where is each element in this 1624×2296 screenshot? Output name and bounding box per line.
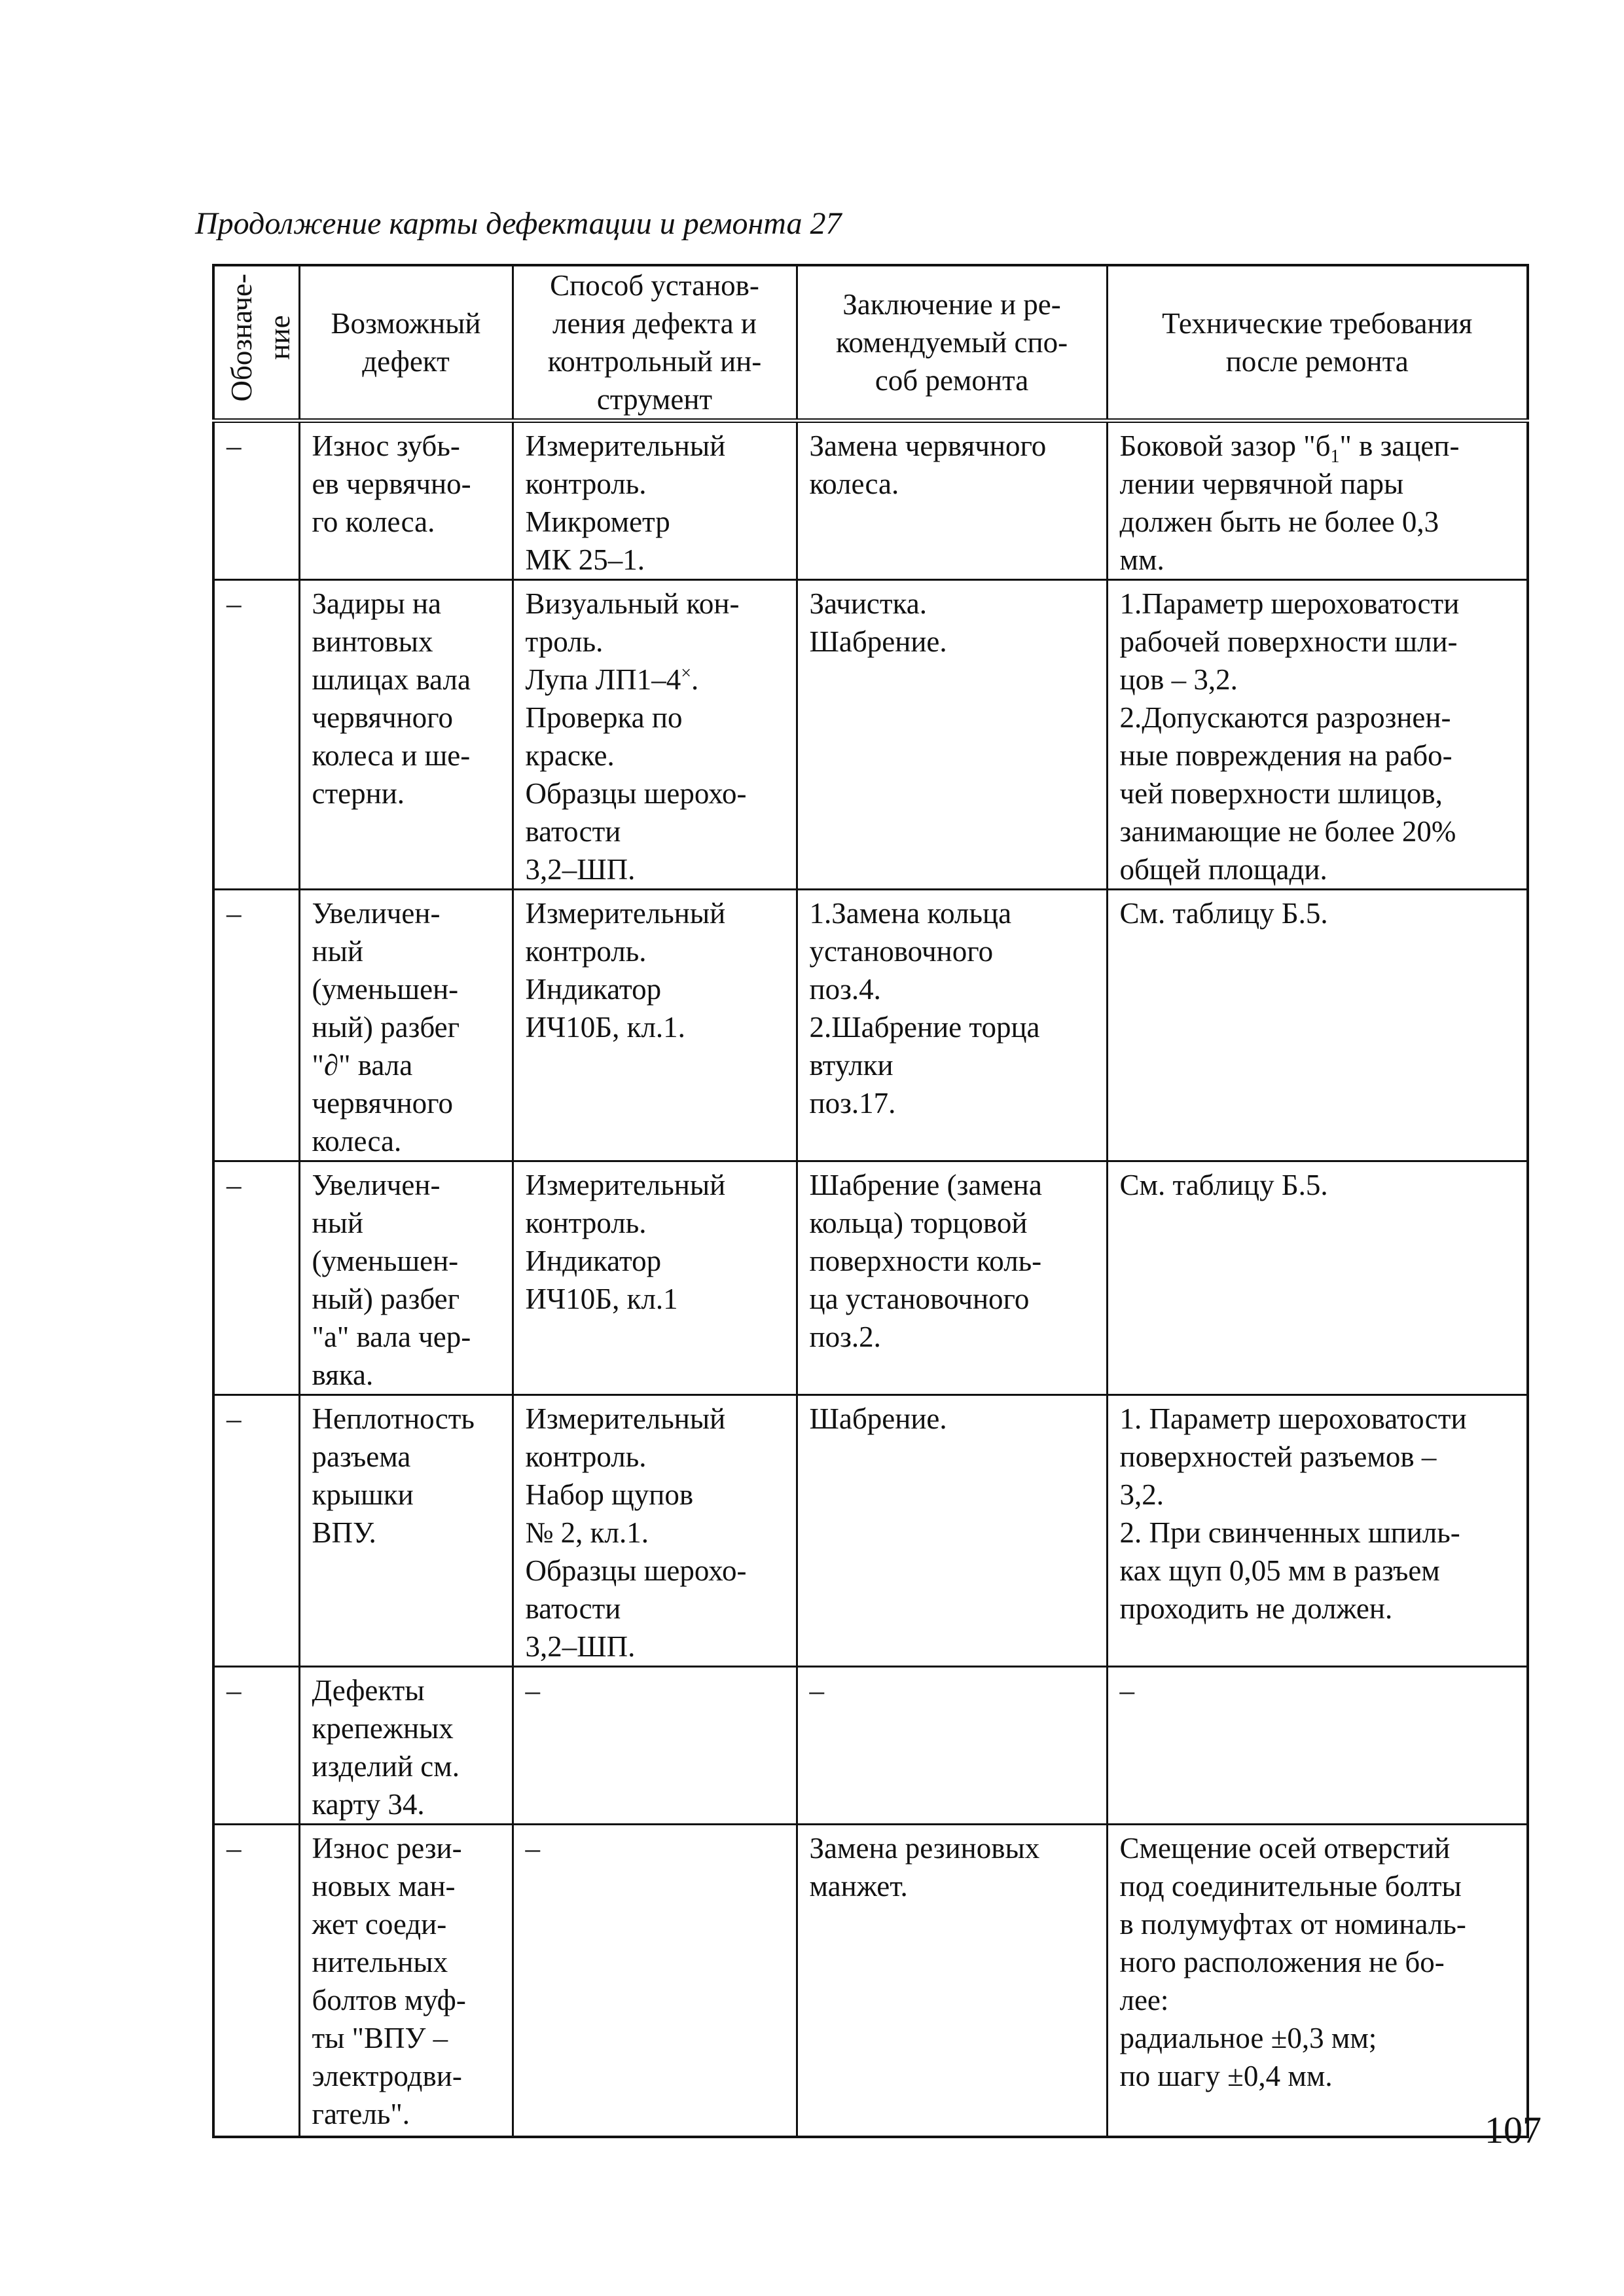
cell-designation: – [213, 1395, 299, 1667]
table-row [213, 1667, 1528, 1825]
table-header-row [213, 265, 1528, 421]
table-row [213, 421, 1528, 580]
table-row [213, 1161, 1528, 1395]
cell-repair: 1.Замена кольца установочного поз.4. 2.Шабрение торца втулки поз.17. [797, 890, 1107, 1161]
cell-defect: Увеличен- ный (уменьшен- ный) разбег "∂" вала червячного колеса. [299, 890, 513, 1161]
table-row [213, 1825, 1528, 2137]
cell-defect: Дефекты крепежных изделий см. карту 34. [299, 1667, 513, 1825]
header-requirements: Технические требования после ремонта [1107, 265, 1528, 421]
cell-defect: Увеличен- ный (уменьшен- ный) разбег "а" вала чер- вяка. [299, 1161, 513, 1395]
cell-repair: Замена резиновых манжет. [797, 1825, 1107, 2137]
cell-method: – [513, 1667, 797, 1825]
cell-requirements: – [1107, 1667, 1528, 1825]
cell-defect: Износ рези- новых ман- жет соеди- нительных болтов муф- ты "ВПУ – электродви- гатель". [299, 1825, 513, 2137]
cell-repair: Зачистка. Шабрение. [797, 580, 1107, 890]
cell-requirements: Смещение осей отверстий под соединительные болты в полумуфтах от номиналь- ного расположения не бо- лее: радиальное ±0,3 мм; по шагу ±0,4 мм. [1107, 1825, 1528, 2137]
table-caption: Продолжение карты дефектации и ремонта 27 [195, 206, 842, 241]
table-row [213, 890, 1528, 1161]
cell-method: Измерительный контроль. Набор щупов № 2, кл.1. Образцы шерохо- ватости 3,2–ШП. [513, 1395, 797, 1667]
cell-method: – [513, 1825, 797, 2137]
table-row [213, 580, 1528, 890]
page-number: 107 [1485, 2109, 1542, 2151]
cell-requirements: См. таблицу Б.5. [1107, 890, 1528, 1161]
cell-requirements: Боковой зазор "$б_1$" в зацеп- лении червячной пары должен быть не более 0,3 мм. [1107, 421, 1528, 580]
cell-requirements: 1. Параметр шероховатости поверхностей разъемов – 3,2. 2. При свинченных шпиль- ках щуп 0,05 мм в разъем проходить не должен. [1107, 1395, 1528, 1667]
cell-designation: – [213, 1161, 299, 1395]
defect-repair-table [212, 264, 1529, 2138]
cell-requirements: См. таблицу Б.5. [1107, 1161, 1528, 1395]
header-repair: Заключение и ре- комендуемый спо- соб ремонта [797, 265, 1107, 421]
cell-defect: Задиры на винтовых шлицах вала червячного колеса и ше- стерни. [299, 580, 513, 890]
cell-designation: – [213, 1825, 299, 2137]
cell-requirements: 1.Параметр шероховатости рабочей поверхности шли- цов – 3,2. 2.Допускаются разрознен- ные повреждения на рабо- чей поверхности шлицов, занимающие не более 20% общей площади. [1107, 580, 1528, 890]
cell-designation: – [213, 421, 299, 580]
table-row [213, 1395, 1528, 1667]
header-defect: Возможный дефект [299, 265, 513, 421]
cell-repair: Шабрение (замена кольца) торцовой поверхности коль- ца установочного поз.2. [797, 1161, 1107, 1395]
header-method: Способ установ- ления дефекта и контрольный ин- струмент [513, 265, 797, 421]
header-designation: Обозначе- ние [213, 265, 299, 421]
cell-defect: Неплотность разъема крышки ВПУ. [299, 1395, 513, 1667]
cell-designation: – [213, 1667, 299, 1825]
cell-method: Измерительный контроль. Индикатор ИЧ10Б, кл.1 [513, 1161, 797, 1395]
cell-defect: Износ зубь- ев червячно- го колеса. [299, 421, 513, 580]
cell-method: Измерительный контроль. Индикатор ИЧ10Б, кл.1. [513, 890, 797, 1161]
cell-designation: – [213, 580, 299, 890]
cell-repair: – [797, 1667, 1107, 1825]
cell-repair: Шабрение. [797, 1395, 1107, 1667]
cell-method: Измерительный контроль. Микрометр МК 25–1. [513, 421, 797, 580]
cell-repair: Замена червячного колеса. [797, 421, 1107, 580]
cell-designation: – [213, 890, 299, 1161]
cell-method: Визуальный кон- троль. Лупа ЛП1–4×. Проверка по краске. Образцы шерохо- ватости 3,2–ШП. [513, 580, 797, 890]
